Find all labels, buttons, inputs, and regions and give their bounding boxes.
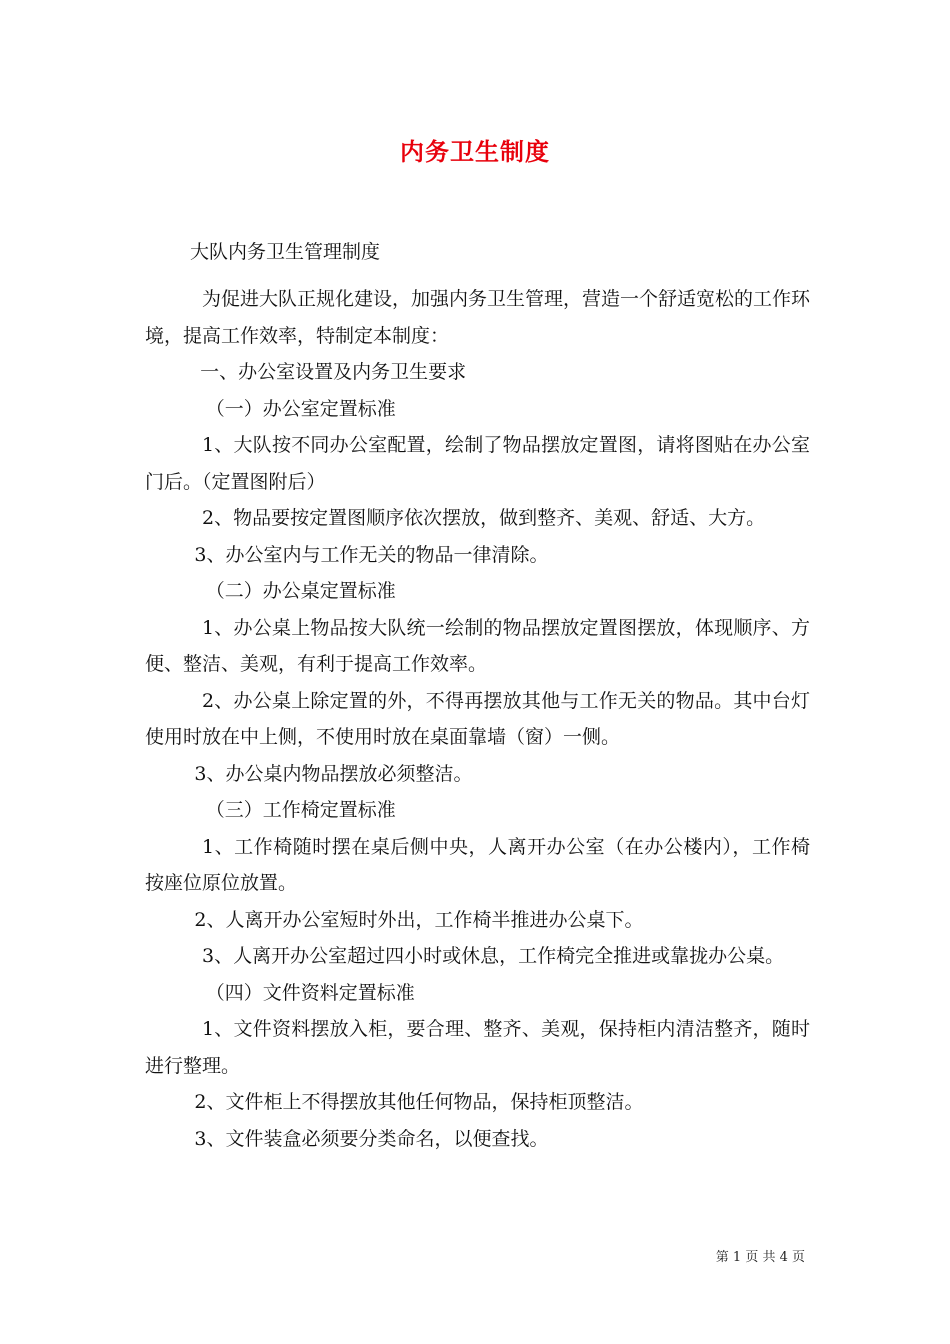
subsection-heading: （四）文件资料定置标准 [205,981,415,1004]
document-title: 内务卫生制度 [400,137,550,166]
paragraph: 2、文件柜上不得摆放其他任何物品，保持柜顶整洁。 [194,1091,644,1113]
paragraph: 2、办公桌上除定置的外，不得再摆放其他与工作无关的物品。其中台灯使用时放在中上侧，不使用时放在桌面靠墙（窗）一侧。 [145,689,810,748]
paragraph: 1、办公桌上物品按大队统一绘制的物品摆放定置图摆放，体现顺序、方便、整洁、美观，有利于提高工作效率。 [145,616,810,675]
page-number: 第 1 页 共 4 页 [715,1250,805,1265]
document-subtitle: 大队内务卫生管理制度 [190,241,381,263]
subsection-heading: （二）办公桌定置标准 [205,580,396,602]
paragraph: 1、大队按不同办公室配置，绘制了物品摆放定置图，请将图贴在办公室门后。（定置图附后） [145,434,810,493]
paragraph: 3、文件装盒必须要分类命名，以便查找。 [194,1127,549,1150]
subsection-heading: （三）工作椅定置标准 [205,799,396,821]
paragraph: 1、文件资料摆放入柜，要合理、整齐、美观，保持柜内清洁整齐，随时进行整理。 [145,1018,810,1077]
paragraph: 3、办公桌内物品摆放必须整洁。 [194,762,473,785]
document-body [145,281,810,1157]
paragraph: 2、人离开办公室短时外出，工作椅半推进办公桌下。 [194,908,644,931]
subsection-heading: （一）办公室定置标准 [205,397,396,420]
paragraph: 2、物品要按定置图顺序依次摆放，做到整齐、美观、舒适、大方。 [202,507,766,529]
section-heading: 一、办公室设置及内务卫生要求 [200,361,467,383]
paragraph: 1、工作椅随时摆在桌后侧中央，人离开办公室（在办公楼内），工作椅按座位原位放置。 [145,835,810,894]
paragraph: 3、人离开办公室超过四小时或休息，工作椅完全推进或靠拢办公桌。 [202,945,785,967]
paragraph: 为促进大队正规化建设，加强内务卫生管理，营造一个舒适宽松的工作环境，提高工作效率，特制定本制度： [145,288,811,347]
paragraph: 3、办公室内与工作无关的物品一律清除。 [194,543,549,566]
